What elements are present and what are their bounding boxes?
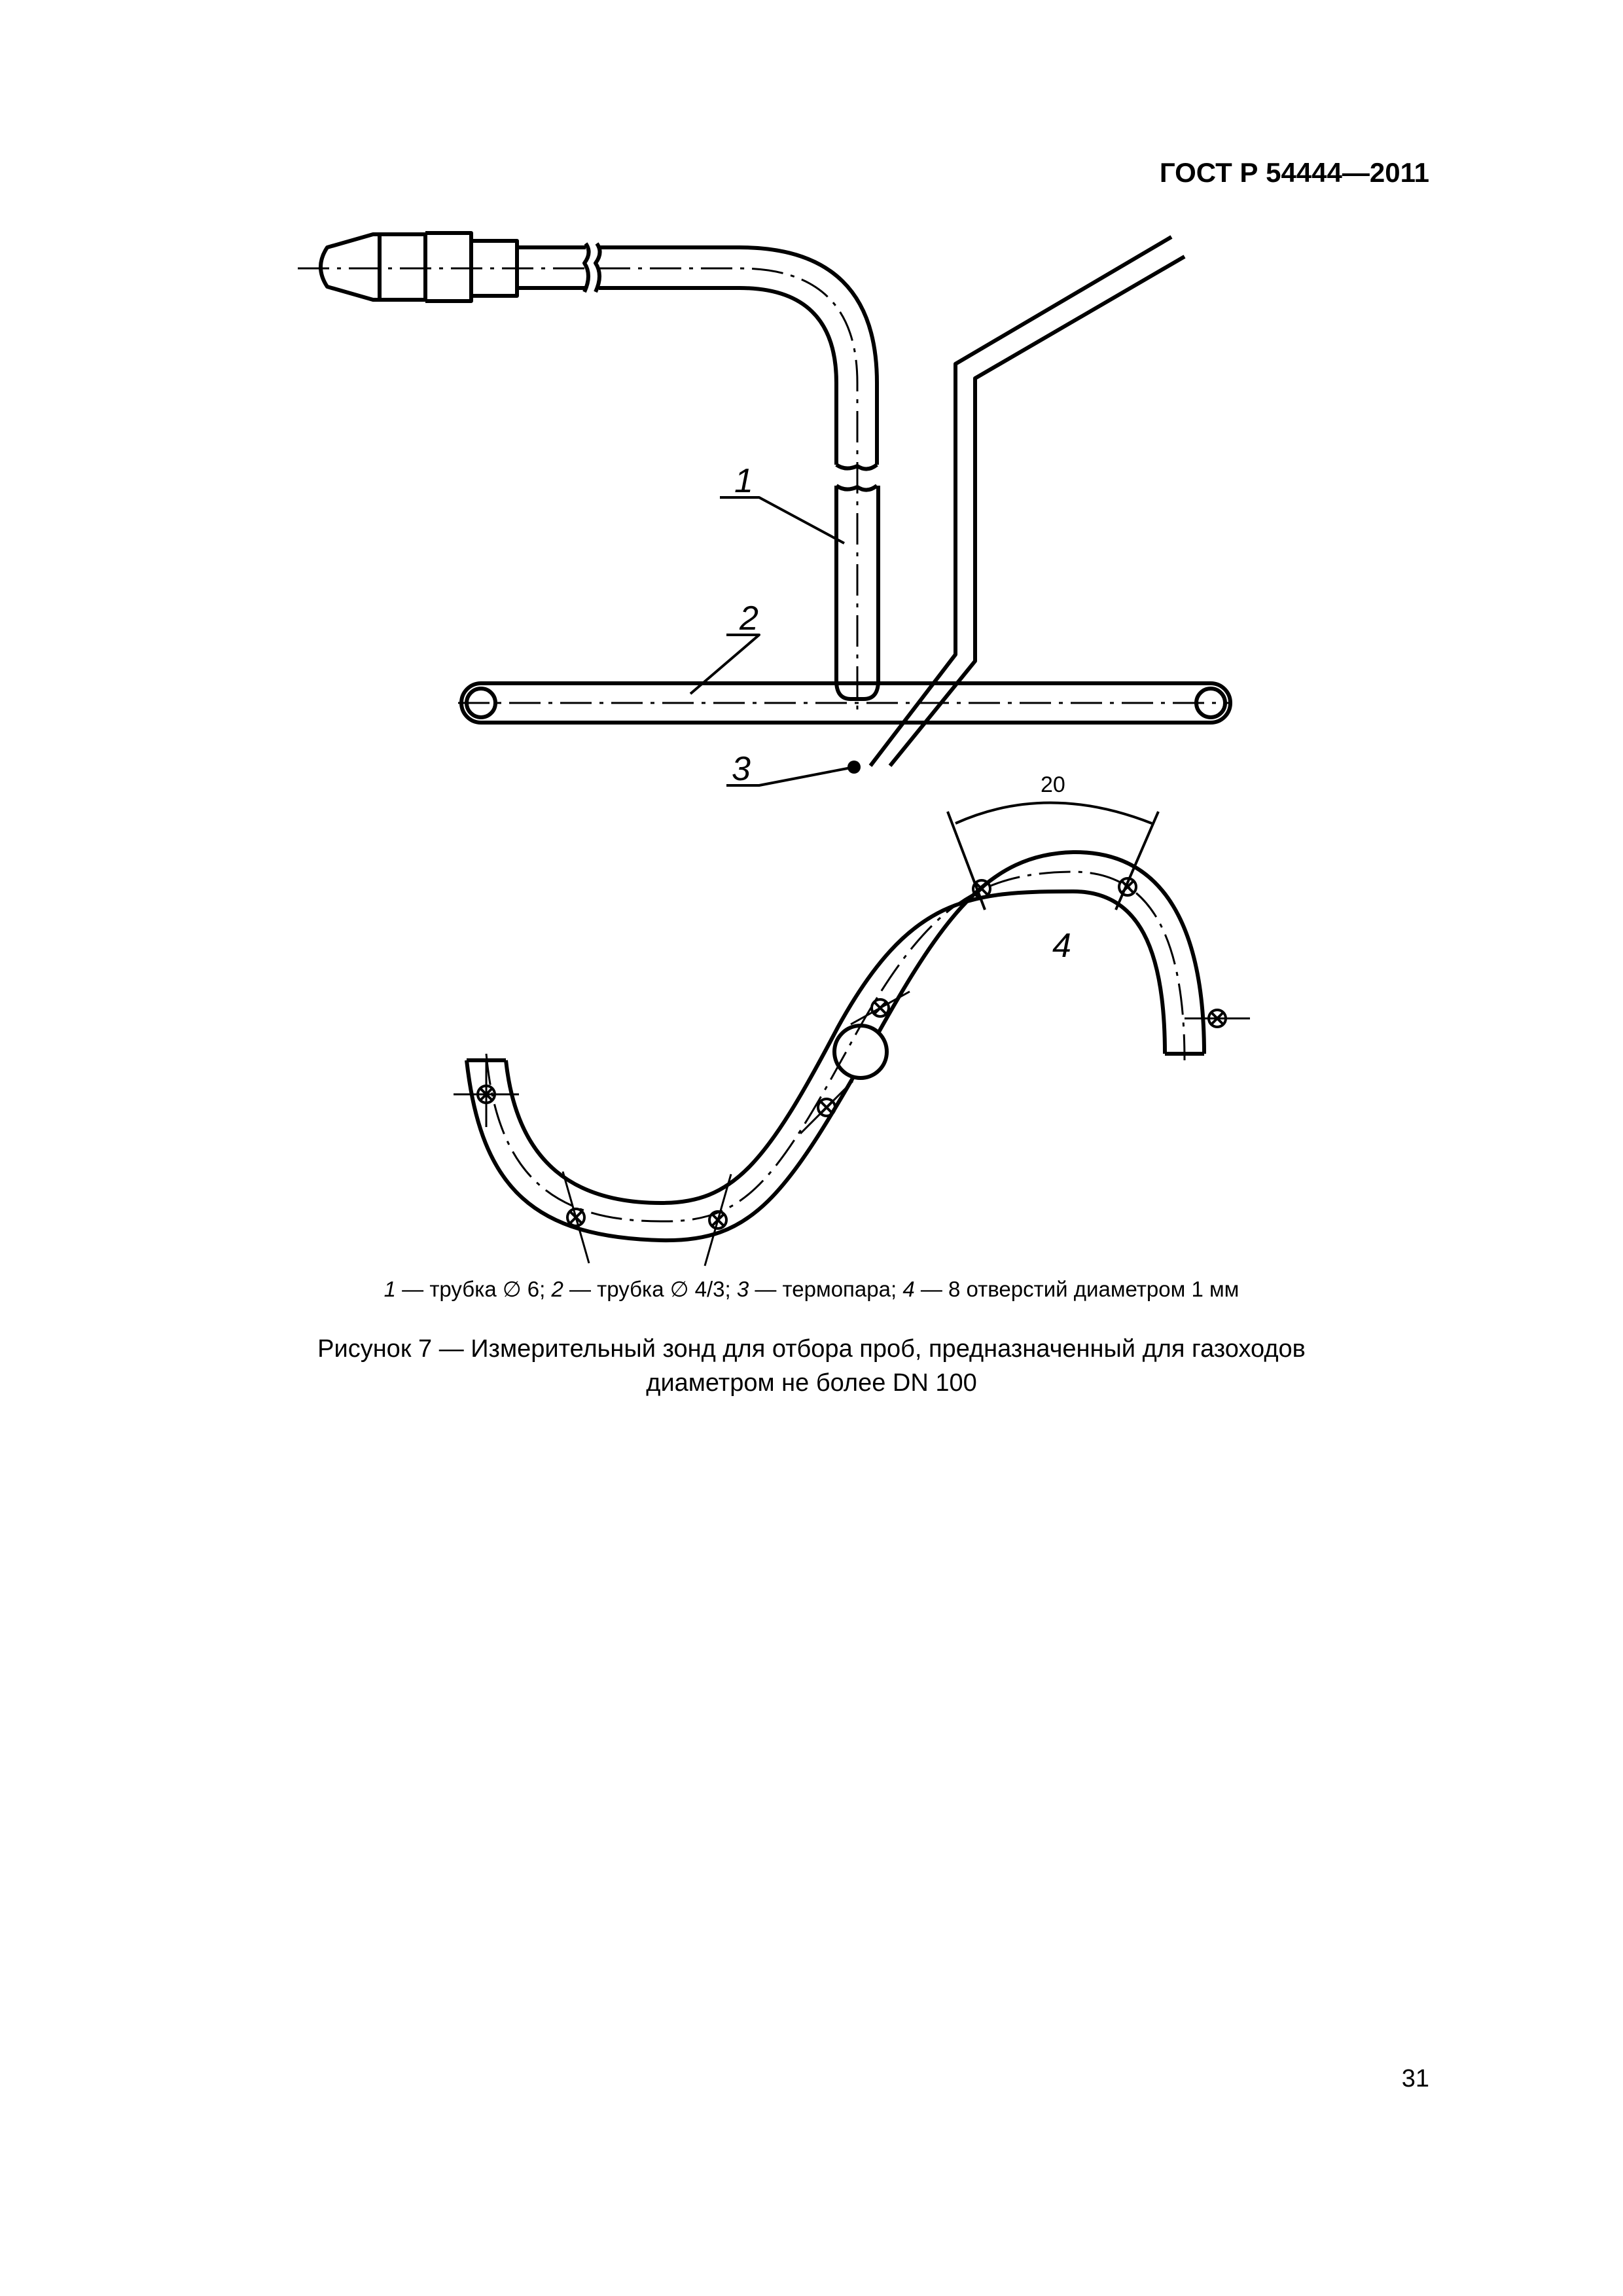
figure-legend [0,1276,1623,1302]
callout-1: 1 [734,462,753,500]
thermocouple [870,237,1185,766]
perforated-tube-4 [467,852,1204,1240]
legend-text-3: — термопара; [749,1277,903,1301]
legend-text-2: — трубка ∅ 4/3; [563,1277,737,1301]
legend-text-4: — 8 отверстий диаметром 1 мм [914,1277,1240,1301]
hose-connector [321,233,600,301]
legend-text-1: — трубка ∅ 6; [395,1277,552,1301]
legend-num-2: 2 [551,1277,563,1301]
legend-num-3: 3 [736,1277,749,1301]
leader-lines [690,497,854,785]
caption-line-1: Рисунок 7 — Измерительный зонд для отбора проб, предназначенный для газоходов [317,1335,1306,1363]
legend-num-1: 1 [383,1277,396,1301]
center-lines [298,268,1230,1221]
document-header: ГОСТ Р 54444—2011 [1159,157,1429,188]
callout-4: 4 [1052,927,1071,965]
page-number: 31 [1401,2065,1429,2092]
dimension-label: 20 [1041,772,1065,797]
callout-2: 2 [740,600,758,637]
caption-line-2: диаметром не более DN 100 [646,1369,977,1397]
thermocouple-tip [847,761,861,774]
dimension-arc [948,803,1158,910]
legend-num-4: 4 [902,1277,915,1301]
callout-3: 3 [732,750,751,788]
figure-caption [0,1332,1623,1400]
